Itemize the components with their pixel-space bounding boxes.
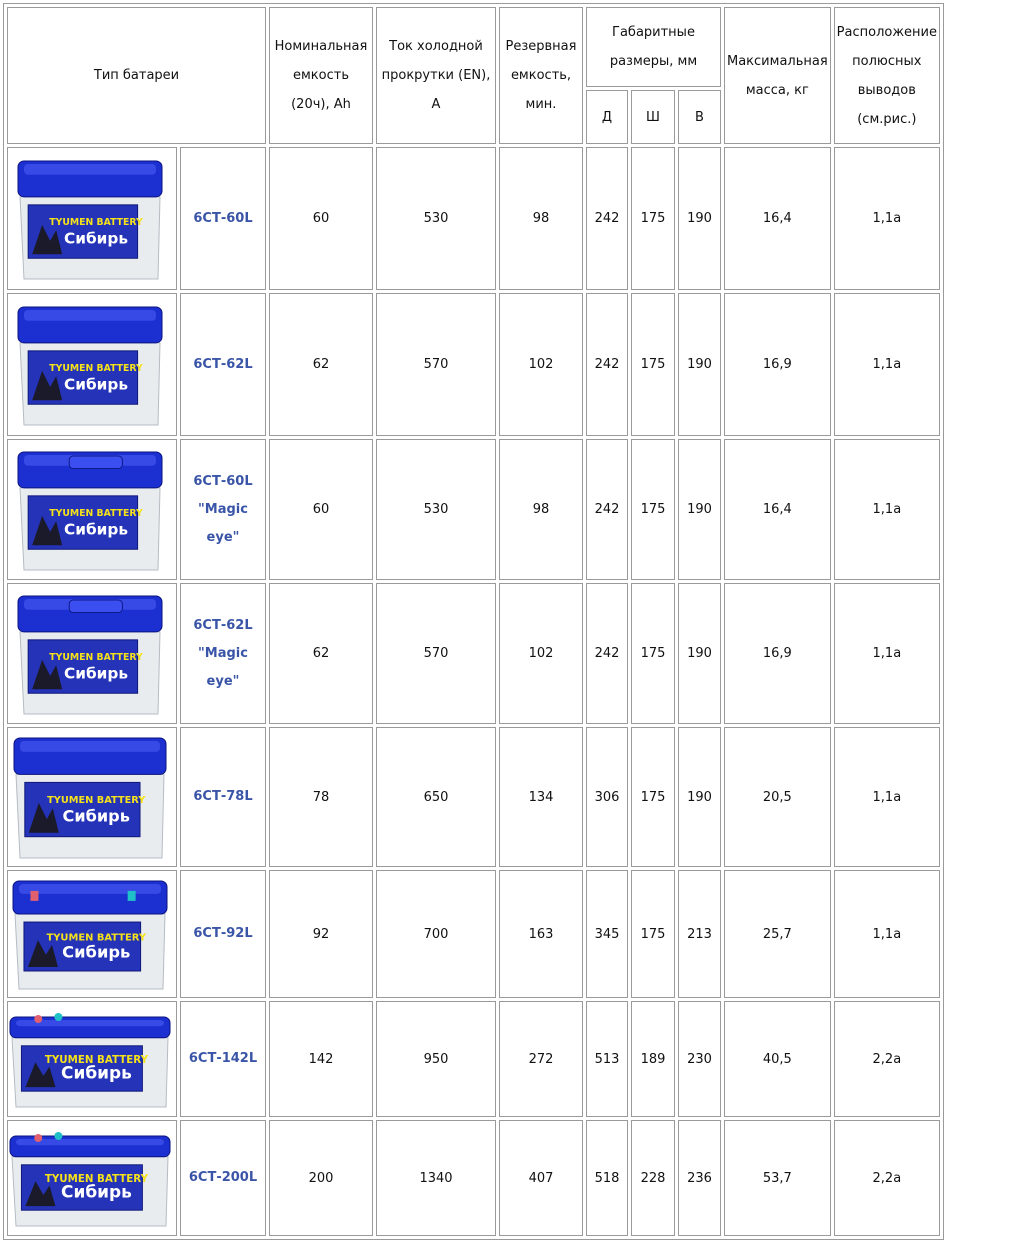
cca-cell: 530 (376, 147, 496, 290)
length-cell: 242 (586, 147, 628, 290)
width-cell: 175 (631, 439, 675, 580)
model-name: 6СТ-62L (193, 617, 253, 633)
cca-cell: 570 (376, 583, 496, 724)
brand-line2: Сибирь (63, 519, 129, 538)
model-name: 6СТ-92L (193, 926, 253, 941)
mass-cell: 16,9 (724, 583, 831, 724)
reserve-cell: 98 (499, 439, 583, 580)
reserve-cell: 407 (499, 1120, 583, 1236)
brand-line1: TYUMEN BATTERY (44, 1054, 149, 1067)
cca-cell: 700 (376, 870, 496, 998)
width-cell: 175 (631, 147, 675, 290)
terminals-cell: 1,1а (834, 583, 940, 724)
height-cell: 213 (678, 870, 721, 998)
battery-image-cell (7, 583, 177, 724)
brand-line2: Сибирь (61, 1062, 132, 1083)
header-mass: Максимальная масса, кг (724, 7, 831, 144)
mass-cell: 25,7 (724, 870, 831, 998)
header-reserve: Резервная емкость, мин. (499, 7, 583, 144)
capacity-cell: 142 (269, 1001, 373, 1117)
table-row (7, 727, 940, 867)
length-cell: 513 (586, 1001, 628, 1117)
header-height: В (678, 90, 721, 144)
capacity-cell: 62 (269, 583, 373, 724)
header-width: Ш (631, 90, 675, 144)
model-name: 6СТ-200L (188, 1170, 258, 1185)
width-cell: 175 (631, 293, 675, 436)
battery-image (16, 301, 168, 429)
model-name: 6СТ-60L (193, 473, 253, 489)
length-cell: 242 (586, 439, 628, 580)
mass-cell: 53,7 (724, 1120, 831, 1236)
terminals-cell: 1,1а (834, 870, 940, 998)
model-name: 6СТ-60L (193, 210, 253, 226)
header-length: Д (586, 90, 628, 144)
length-cell: 242 (586, 293, 628, 436)
battery-image (16, 446, 168, 574)
battery-image (11, 875, 173, 993)
model-cell (180, 1001, 266, 1117)
model-name: 6СТ-142L (188, 1051, 258, 1066)
battery-image (16, 155, 168, 283)
model-name: 6СТ-62L (193, 356, 253, 372)
table-row (7, 870, 940, 998)
table-row (7, 1120, 940, 1236)
brand-line1: TYUMEN BATTERY (49, 651, 143, 663)
length-cell: 242 (586, 583, 628, 724)
model-cell (180, 293, 266, 436)
reserve-cell: 102 (499, 583, 583, 724)
model-subname: "Magic eye" (198, 645, 248, 689)
cca-cell: 950 (376, 1001, 496, 1117)
terminals-cell: 2,2а (834, 1001, 940, 1117)
brand-line1: TYUMEN BATTERY (49, 362, 143, 374)
model-cell (180, 439, 266, 580)
reserve-cell: 272 (499, 1001, 583, 1117)
cca-cell: 650 (376, 727, 496, 867)
table-row (7, 147, 940, 290)
cca-cell: 1340 (376, 1120, 496, 1236)
battery-image-cell (7, 1001, 177, 1117)
header-cca: Ток холодной прокрутки (EN), А (376, 7, 496, 144)
brand-line2: Сибирь (62, 942, 131, 962)
header-dimensions: Габаритные размеры, мм (586, 7, 721, 87)
reserve-cell: 163 (499, 870, 583, 998)
brand-line2: Сибирь (63, 374, 129, 393)
battery-image-cell (7, 727, 177, 867)
terminals-cell: 2,2а (834, 1120, 940, 1236)
table-row (7, 293, 940, 436)
width-cell: 189 (631, 1001, 675, 1117)
table-row (7, 583, 940, 724)
brand-line1: TYUMEN BATTERY (49, 507, 143, 519)
header-terminals: Расположение полюсных выводов (см.рис.) (834, 7, 940, 144)
battery-image (12, 732, 172, 862)
battery-spec-table (3, 3, 944, 1240)
height-cell: 190 (678, 293, 721, 436)
model-cell (180, 1120, 266, 1236)
height-cell: 230 (678, 1001, 721, 1117)
model-cell (180, 870, 266, 998)
battery-image-cell (7, 1120, 177, 1236)
brand-line1: TYUMEN BATTERY (49, 216, 143, 228)
brand-line1: TYUMEN BATTERY (46, 932, 147, 944)
terminals-cell: 1,1а (834, 727, 940, 867)
capacity-cell: 60 (269, 147, 373, 290)
table-row (7, 1001, 940, 1117)
height-cell: 190 (678, 147, 721, 290)
battery-image-cell (7, 870, 177, 998)
model-cell (180, 583, 266, 724)
mass-cell: 16,4 (724, 439, 831, 580)
width-cell: 175 (631, 583, 675, 724)
cca-cell: 570 (376, 293, 496, 436)
brand-line2: Сибирь (61, 1181, 132, 1202)
model-name: 6СТ-78L (193, 789, 253, 804)
length-cell: 345 (586, 870, 628, 998)
mass-cell: 20,5 (724, 727, 831, 867)
brand-line1: TYUMEN BATTERY (44, 1173, 149, 1186)
reserve-cell: 98 (499, 147, 583, 290)
length-cell: 306 (586, 727, 628, 867)
mass-cell: 16,9 (724, 293, 831, 436)
header-battery-type: Тип батареи (7, 7, 266, 144)
mass-cell: 16,4 (724, 147, 831, 290)
brand-line2: Сибирь (62, 806, 130, 826)
reserve-cell: 134 (499, 727, 583, 867)
terminals-cell: 1,1а (834, 439, 940, 580)
width-cell: 175 (631, 870, 675, 998)
battery-image (8, 1126, 176, 1230)
model-cell (180, 727, 266, 867)
height-cell: 190 (678, 583, 721, 724)
mass-cell: 40,5 (724, 1001, 831, 1117)
brand-line1: TYUMEN BATTERY (47, 795, 146, 807)
height-cell: 190 (678, 727, 721, 867)
header-capacity: Номинальная емкость (20ч), Ah (269, 7, 373, 144)
height-cell: 236 (678, 1120, 721, 1236)
capacity-cell: 92 (269, 870, 373, 998)
capacity-cell: 62 (269, 293, 373, 436)
capacity-cell: 60 (269, 439, 373, 580)
battery-image (16, 590, 168, 718)
height-cell: 190 (678, 439, 721, 580)
cca-cell: 530 (376, 439, 496, 580)
terminals-cell: 1,1а (834, 293, 940, 436)
battery-image-cell (7, 293, 177, 436)
battery-image-cell (7, 439, 177, 580)
brand-line2: Сибирь (63, 228, 129, 247)
capacity-cell: 200 (269, 1120, 373, 1236)
table-row (7, 439, 940, 580)
model-cell (180, 147, 266, 290)
model-subname: "Magic eye" (198, 501, 248, 545)
brand-line2: Сибирь (63, 663, 129, 682)
width-cell: 175 (631, 727, 675, 867)
capacity-cell: 78 (269, 727, 373, 867)
width-cell: 228 (631, 1120, 675, 1236)
reserve-cell: 102 (499, 293, 583, 436)
battery-image (8, 1007, 176, 1111)
terminals-cell: 1,1а (834, 147, 940, 290)
length-cell: 518 (586, 1120, 628, 1236)
battery-image-cell (7, 147, 177, 290)
